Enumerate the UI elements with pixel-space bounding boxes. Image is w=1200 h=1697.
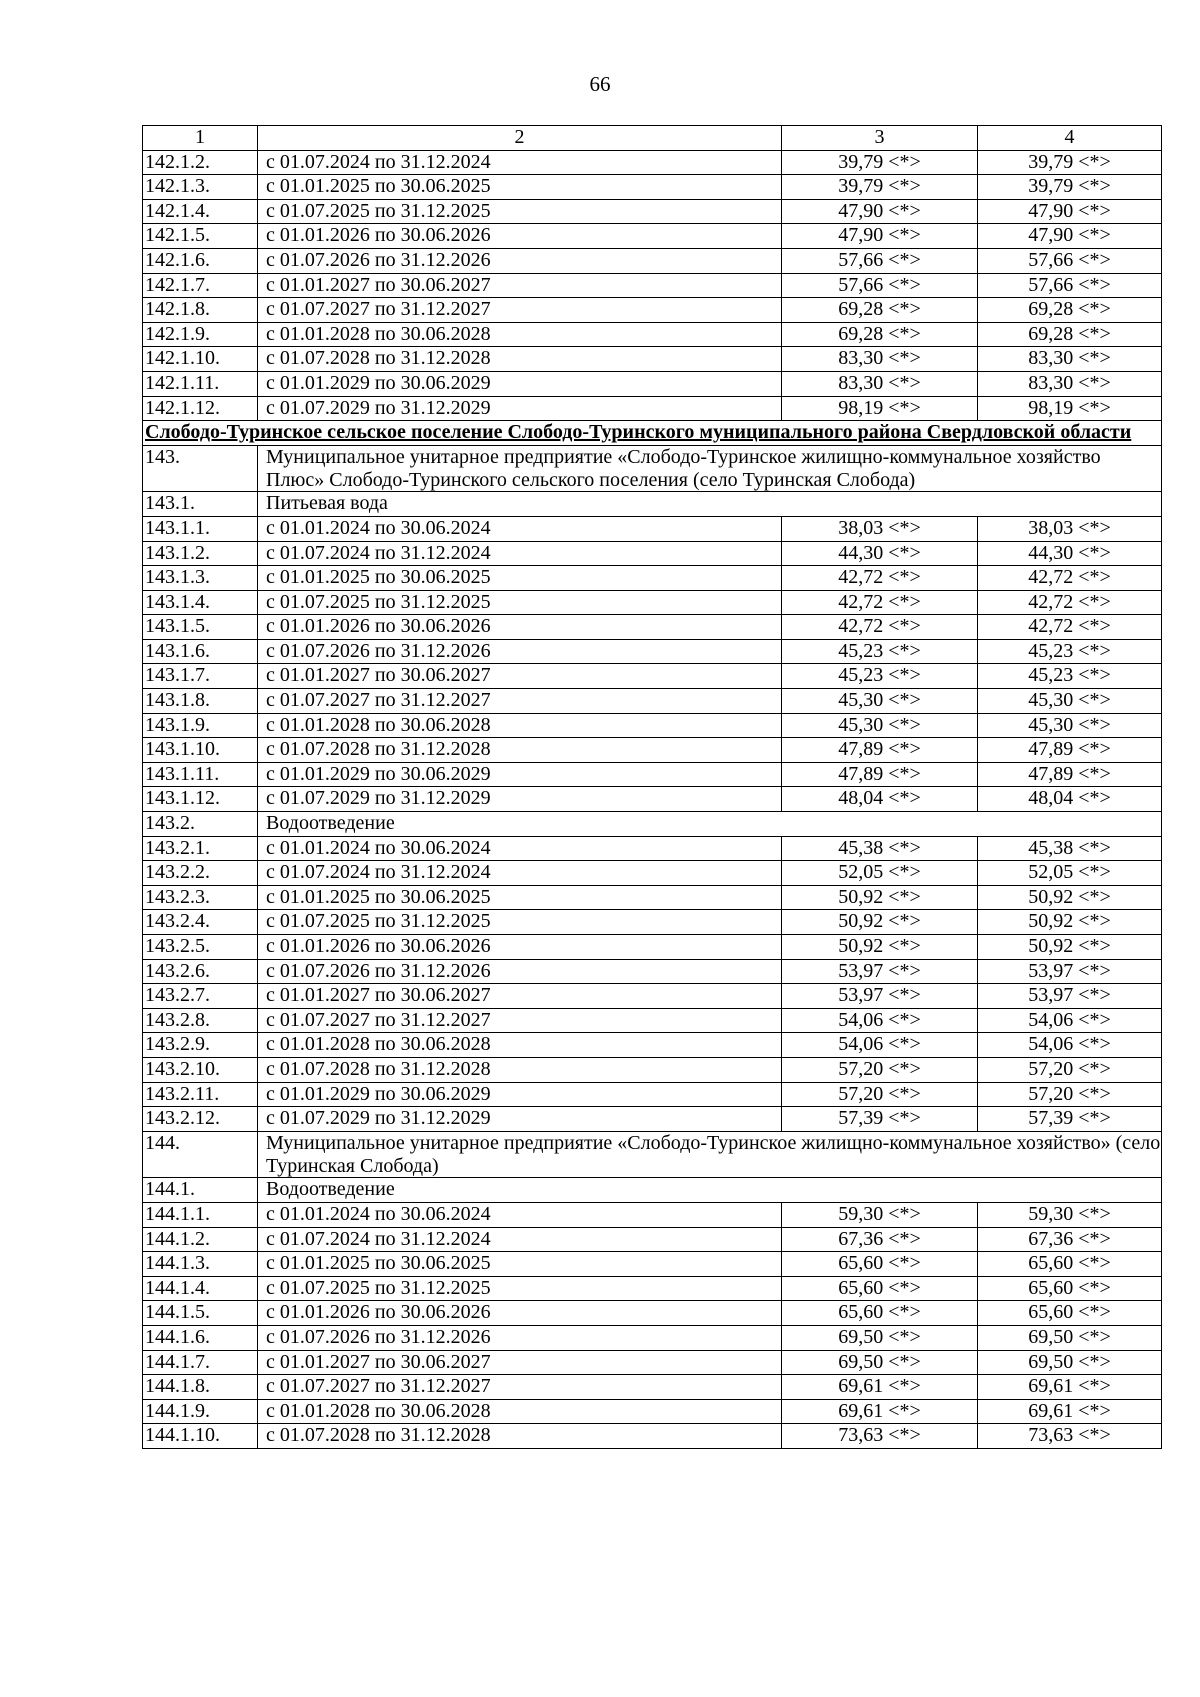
- row-value-col3: 50,92 <*>: [782, 935, 978, 960]
- row-period: с 01.07.2028 по 31.12.2028: [258, 1057, 782, 1082]
- row-number: 143.2.9.: [143, 1033, 258, 1058]
- row-value-col3: 69,61 <*>: [782, 1375, 978, 1400]
- row-value-col3: 50,92 <*>: [782, 885, 978, 910]
- row-number: 143.2.5.: [143, 935, 258, 960]
- row-value-col4: 83,30 <*>: [978, 347, 1162, 372]
- row-value-col4: 69,61 <*>: [978, 1375, 1162, 1400]
- row-number: 142.1.2.: [143, 150, 258, 175]
- row-value-col3: 44,30 <*>: [782, 541, 978, 566]
- row-period: с 01.01.2028 по 30.06.2028: [258, 1399, 782, 1424]
- row-number: 143.2.8.: [143, 1008, 258, 1033]
- row-period: с 01.01.2028 по 30.06.2028: [258, 1033, 782, 1058]
- row-value-col3: 47,90 <*>: [782, 224, 978, 249]
- row-number: 143.1.10.: [143, 738, 258, 763]
- row-value-col4: 42,72 <*>: [978, 566, 1162, 591]
- row-number: 144.1.4.: [143, 1276, 258, 1301]
- row-number: 143.2.2.: [143, 861, 258, 886]
- row-value-col3: 47,90 <*>: [782, 199, 978, 224]
- row-value-col4: 57,66 <*>: [978, 273, 1162, 298]
- row-value-col3: 57,66 <*>: [782, 273, 978, 298]
- table-row: [143, 298, 1162, 323]
- row-period: с 01.01.2028 по 30.06.2028: [258, 322, 782, 347]
- row-number: 144.1.9.: [143, 1399, 258, 1424]
- row-value-col3: 57,66 <*>: [782, 248, 978, 273]
- row-number: 143.1.2.: [143, 541, 258, 566]
- row-period: с 01.07.2026 по 31.12.2026: [258, 959, 782, 984]
- row-value-col4: 57,20 <*>: [978, 1057, 1162, 1082]
- row-number: 143.2.4.: [143, 910, 258, 935]
- row-value-col3: 45,23 <*>: [782, 639, 978, 664]
- table-row: [143, 224, 1162, 249]
- header-cell: 1: [143, 126, 258, 151]
- row-period: с 01.07.2025 по 31.12.2025: [258, 910, 782, 935]
- table-row: [143, 175, 1162, 200]
- row-value-col4: 69,28 <*>: [978, 298, 1162, 323]
- row-value-col3: 54,06 <*>: [782, 1008, 978, 1033]
- row-value-col4: 69,50 <*>: [978, 1325, 1162, 1350]
- row-number: 143.1.6.: [143, 639, 258, 664]
- row-number: 143.1.11.: [143, 762, 258, 787]
- row-value-col4: 65,60 <*>: [978, 1252, 1162, 1277]
- row-value-col4: 50,92 <*>: [978, 935, 1162, 960]
- row-value-col3: 54,06 <*>: [782, 1033, 978, 1058]
- row-value-col4: 47,89 <*>: [978, 762, 1162, 787]
- row-value-col3: 98,19 <*>: [782, 396, 978, 421]
- row-value-col3: 57,20 <*>: [782, 1082, 978, 1107]
- row-number: 144.1.10.: [143, 1424, 258, 1449]
- row-period: с 01.07.2027 по 31.12.2027: [258, 298, 782, 323]
- row-period: с 01.07.2029 по 31.12.2029: [258, 787, 782, 812]
- row-value-col3: 69,28 <*>: [782, 298, 978, 323]
- table-row: [143, 1399, 1162, 1424]
- org-number: 144.: [143, 1131, 258, 1178]
- row-value-col4: 57,39 <*>: [978, 1107, 1162, 1132]
- row-value-col3: 73,63 <*>: [782, 1424, 978, 1449]
- row-value-col4: 45,23 <*>: [978, 639, 1162, 664]
- org-name: Муниципальное унитарное предприятие «Слободо-Туринское жилищно-коммунальное хозяйство Плюс» Слободо-Туринского сельского поселения (село Туринская Слобода): [258, 445, 1162, 492]
- table-row: [143, 1033, 1162, 1058]
- table-row: [143, 762, 1162, 787]
- row-number: 144.1.1.: [143, 1202, 258, 1227]
- row-value-col3: 42,72 <*>: [782, 566, 978, 591]
- row-number: 142.1.8.: [143, 298, 258, 323]
- row-value-col4: 42,72 <*>: [978, 615, 1162, 640]
- row-period: с 01.01.2027 по 30.06.2027: [258, 273, 782, 298]
- row-value-col3: 83,30 <*>: [782, 347, 978, 372]
- page-number: 66: [589, 72, 611, 96]
- row-value-col4: 59,30 <*>: [978, 1202, 1162, 1227]
- table-row: [143, 959, 1162, 984]
- row-value-col3: 50,92 <*>: [782, 910, 978, 935]
- tariff-table: [142, 125, 1162, 1449]
- row-value-col3: 42,72 <*>: [782, 590, 978, 615]
- row-number: 143.2.3.: [143, 885, 258, 910]
- row-number: 142.1.12.: [143, 396, 258, 421]
- header-cell: 2: [258, 126, 782, 151]
- row-number: 144.1.5.: [143, 1301, 258, 1326]
- row-period: с 01.01.2027 по 30.06.2027: [258, 664, 782, 689]
- row-period: с 01.07.2024 по 31.12.2024: [258, 541, 782, 566]
- row-value-col4: 53,97 <*>: [978, 959, 1162, 984]
- row-value-col3: 47,89 <*>: [782, 738, 978, 763]
- table-row: [143, 935, 1162, 960]
- row-value-col4: 52,05 <*>: [978, 861, 1162, 886]
- group-name: Питьевая вода: [258, 492, 1162, 517]
- row-period: с 01.01.2027 по 30.06.2027: [258, 984, 782, 1009]
- row-value-col4: 57,20 <*>: [978, 1082, 1162, 1107]
- row-value-col3: 83,30 <*>: [782, 371, 978, 396]
- row-number: 143.2.6.: [143, 959, 258, 984]
- table-row: [143, 396, 1162, 421]
- table-row: [143, 516, 1162, 541]
- row-value-col4: 38,03 <*>: [978, 516, 1162, 541]
- org-number: 143.: [143, 445, 258, 492]
- row-period: с 01.07.2025 по 31.12.2025: [258, 199, 782, 224]
- row-period: с 01.07.2024 по 31.12.2024: [258, 1227, 782, 1252]
- table-row: [143, 861, 1162, 886]
- row-number: 144.1.6.: [143, 1325, 258, 1350]
- group-number: 143.2.: [143, 812, 258, 837]
- row-number: 143.1.9.: [143, 713, 258, 738]
- row-value-col4: 50,92 <*>: [978, 885, 1162, 910]
- row-period: с 01.07.2026 по 31.12.2026: [258, 248, 782, 273]
- row-period: с 01.07.2028 по 31.12.2028: [258, 1424, 782, 1449]
- row-period: с 01.07.2025 по 31.12.2025: [258, 1276, 782, 1301]
- row-number: 142.1.5.: [143, 224, 258, 249]
- table-row: [143, 615, 1162, 640]
- table-row: [143, 1082, 1162, 1107]
- row-value-col4: 39,79 <*>: [978, 150, 1162, 175]
- table-row: [143, 150, 1162, 175]
- header-cell: 4: [978, 126, 1162, 151]
- row-number: 142.1.11.: [143, 371, 258, 396]
- table-row: [143, 1375, 1162, 1400]
- row-period: с 01.01.2025 по 30.06.2025: [258, 175, 782, 200]
- row-period: с 01.01.2024 по 30.06.2024: [258, 836, 782, 861]
- row-value-col4: 42,72 <*>: [978, 590, 1162, 615]
- row-value-col4: 54,06 <*>: [978, 1033, 1162, 1058]
- row-value-col4: 54,06 <*>: [978, 1008, 1162, 1033]
- row-period: с 01.01.2029 по 30.06.2029: [258, 762, 782, 787]
- row-value-col4: 44,30 <*>: [978, 541, 1162, 566]
- table-row: [143, 1424, 1162, 1449]
- table-row: [143, 566, 1162, 591]
- row-number: 143.1.1.: [143, 516, 258, 541]
- row-number: 143.2.12.: [143, 1107, 258, 1132]
- row-period: с 01.01.2026 по 30.06.2026: [258, 615, 782, 640]
- table-row: [143, 984, 1162, 1009]
- row-number: 143.1.5.: [143, 615, 258, 640]
- table-row: [143, 738, 1162, 763]
- row-value-col4: 45,30 <*>: [978, 713, 1162, 738]
- row-period: с 01.01.2026 по 30.06.2026: [258, 935, 782, 960]
- row-period: с 01.07.2028 по 31.12.2028: [258, 738, 782, 763]
- row-number: 142.1.3.: [143, 175, 258, 200]
- row-value-col4: 39,79 <*>: [978, 175, 1162, 200]
- group-name: Водоотведение: [258, 812, 1162, 837]
- row-period: с 01.01.2028 по 30.06.2028: [258, 713, 782, 738]
- row-number: 142.1.9.: [143, 322, 258, 347]
- table-row: [143, 1202, 1162, 1227]
- row-value-col4: 53,97 <*>: [978, 984, 1162, 1009]
- org-name: Муниципальное унитарное предприятие «Слободо-Туринское жилищно-коммунальное хозяйство» (село Туринская Слобода): [258, 1131, 1162, 1178]
- table-row: [143, 1350, 1162, 1375]
- table-row: [143, 885, 1162, 910]
- row-value-col3: 47,89 <*>: [782, 762, 978, 787]
- row-period: с 01.07.2024 по 31.12.2024: [258, 861, 782, 886]
- table-row: [143, 689, 1162, 714]
- row-number: 142.1.7.: [143, 273, 258, 298]
- row-period: с 01.07.2027 по 31.12.2027: [258, 1375, 782, 1400]
- row-number: 144.1.7.: [143, 1350, 258, 1375]
- row-value-col3: 67,36 <*>: [782, 1227, 978, 1252]
- row-value-col4: 47,90 <*>: [978, 224, 1162, 249]
- row-period: с 01.01.2029 по 30.06.2029: [258, 371, 782, 396]
- row-value-col4: 45,38 <*>: [978, 836, 1162, 861]
- group-name: Водоотведение: [258, 1178, 1162, 1203]
- row-period: с 01.07.2026 по 31.12.2026: [258, 639, 782, 664]
- row-number: 144.1.8.: [143, 1375, 258, 1400]
- row-value-col4: 73,63 <*>: [978, 1424, 1162, 1449]
- row-value-col4: 65,60 <*>: [978, 1276, 1162, 1301]
- row-period: с 01.07.2024 по 31.12.2024: [258, 150, 782, 175]
- row-period: с 01.07.2025 по 31.12.2025: [258, 590, 782, 615]
- table-row: [143, 273, 1162, 298]
- row-period: с 01.07.2028 по 31.12.2028: [258, 347, 782, 372]
- row-value-col3: 53,97 <*>: [782, 984, 978, 1009]
- group-number: 143.1.: [143, 492, 258, 517]
- table-row: [143, 1227, 1162, 1252]
- row-value-col3: 52,05 <*>: [782, 861, 978, 886]
- table-row: [143, 1301, 1162, 1326]
- row-period: с 01.01.2024 по 30.06.2024: [258, 516, 782, 541]
- row-number: 143.1.12.: [143, 787, 258, 812]
- table-row: [143, 541, 1162, 566]
- table-row: [143, 664, 1162, 689]
- row-number: 143.2.1.: [143, 836, 258, 861]
- table-row: [143, 248, 1162, 273]
- table-row: [143, 910, 1162, 935]
- row-value-col3: 39,79 <*>: [782, 175, 978, 200]
- row-value-col4: 45,30 <*>: [978, 689, 1162, 714]
- row-period: с 01.07.2026 по 31.12.2026: [258, 1325, 782, 1350]
- row-period: с 01.07.2029 по 31.12.2029: [258, 1107, 782, 1132]
- row-value-col3: 38,03 <*>: [782, 516, 978, 541]
- row-number: 143.2.7.: [143, 984, 258, 1009]
- table-row: [143, 1107, 1162, 1132]
- row-period: с 01.01.2025 по 30.06.2025: [258, 885, 782, 910]
- row-value-col4: 50,92 <*>: [978, 910, 1162, 935]
- table-row: [143, 1008, 1162, 1033]
- row-period: с 01.01.2027 по 30.06.2027: [258, 1350, 782, 1375]
- section-heading-row: [143, 421, 1162, 446]
- row-value-col4: 69,50 <*>: [978, 1350, 1162, 1375]
- table-row: [143, 1325, 1162, 1350]
- row-value-col3: 65,60 <*>: [782, 1252, 978, 1277]
- row-period: с 01.01.2026 по 30.06.2026: [258, 1301, 782, 1326]
- row-value-col3: 57,20 <*>: [782, 1057, 978, 1082]
- row-value-col4: 98,19 <*>: [978, 396, 1162, 421]
- row-number: 143.1.4.: [143, 590, 258, 615]
- row-value-col4: 57,66 <*>: [978, 248, 1162, 273]
- row-value-col3: 45,30 <*>: [782, 713, 978, 738]
- table-row: [143, 322, 1162, 347]
- row-period: с 01.07.2029 по 31.12.2029: [258, 396, 782, 421]
- row-value-col4: 47,89 <*>: [978, 738, 1162, 763]
- organization-row: [143, 445, 1162, 492]
- row-value-col3: 65,60 <*>: [782, 1276, 978, 1301]
- service-group-row: [143, 812, 1162, 837]
- row-value-col3: 45,23 <*>: [782, 664, 978, 689]
- row-value-col3: 59,30 <*>: [782, 1202, 978, 1227]
- row-value-col3: 48,04 <*>: [782, 787, 978, 812]
- row-period: с 01.07.2027 по 31.12.2027: [258, 1008, 782, 1033]
- row-number: 142.1.10.: [143, 347, 258, 372]
- table-row: [143, 836, 1162, 861]
- table-row: [143, 590, 1162, 615]
- table-row: [143, 1057, 1162, 1082]
- table-row: [143, 787, 1162, 812]
- row-number: 143.1.3.: [143, 566, 258, 591]
- row-period: с 01.07.2027 по 31.12.2027: [258, 689, 782, 714]
- row-value-col4: 69,61 <*>: [978, 1399, 1162, 1424]
- row-number: 143.2.11.: [143, 1082, 258, 1107]
- row-period: с 01.01.2029 по 30.06.2029: [258, 1082, 782, 1107]
- row-value-col4: 47,90 <*>: [978, 199, 1162, 224]
- row-number: 144.1.2.: [143, 1227, 258, 1252]
- row-number: 143.1.8.: [143, 689, 258, 714]
- header-cell: 3: [782, 126, 978, 151]
- table-header-row: [143, 126, 1162, 151]
- table-row: [143, 1252, 1162, 1277]
- row-number: 143.2.10.: [143, 1057, 258, 1082]
- service-group-row: [143, 1178, 1162, 1203]
- row-value-col3: 57,39 <*>: [782, 1107, 978, 1132]
- row-value-col3: 45,30 <*>: [782, 689, 978, 714]
- table-row: [143, 639, 1162, 664]
- service-group-row: [143, 492, 1162, 517]
- table-row: [143, 199, 1162, 224]
- row-value-col4: 67,36 <*>: [978, 1227, 1162, 1252]
- row-value-col3: 42,72 <*>: [782, 615, 978, 640]
- section-heading: Слободо-Туринское сельское поселение Слободо-Туринского муниципального района Свердловской области: [143, 421, 1162, 446]
- row-number: 144.1.3.: [143, 1252, 258, 1277]
- group-number: 144.1.: [143, 1178, 258, 1203]
- organization-row: [143, 1131, 1162, 1178]
- row-value-col3: 45,38 <*>: [782, 836, 978, 861]
- row-value-col4: 83,30 <*>: [978, 371, 1162, 396]
- row-number: 142.1.6.: [143, 248, 258, 273]
- table-row: [143, 713, 1162, 738]
- table-row: [143, 1276, 1162, 1301]
- row-value-col3: 39,79 <*>: [782, 150, 978, 175]
- row-value-col3: 69,50 <*>: [782, 1350, 978, 1375]
- row-value-col4: 48,04 <*>: [978, 787, 1162, 812]
- row-period: с 01.01.2024 по 30.06.2024: [258, 1202, 782, 1227]
- row-value-col3: 69,28 <*>: [782, 322, 978, 347]
- row-period: с 01.01.2025 по 30.06.2025: [258, 1252, 782, 1277]
- row-value-col3: 69,61 <*>: [782, 1399, 978, 1424]
- row-period: с 01.01.2026 по 30.06.2026: [258, 224, 782, 249]
- row-period: с 01.01.2025 по 30.06.2025: [258, 566, 782, 591]
- table-row: [143, 347, 1162, 372]
- tariff-table-body: [143, 126, 1162, 1449]
- row-value-col3: 53,97 <*>: [782, 959, 978, 984]
- row-value-col4: 69,28 <*>: [978, 322, 1162, 347]
- row-number: 142.1.4.: [143, 199, 258, 224]
- row-value-col4: 65,60 <*>: [978, 1301, 1162, 1326]
- table-row: [143, 371, 1162, 396]
- row-value-col4: 45,23 <*>: [978, 664, 1162, 689]
- row-value-col3: 69,50 <*>: [782, 1325, 978, 1350]
- row-number: 143.1.7.: [143, 664, 258, 689]
- row-value-col3: 65,60 <*>: [782, 1301, 978, 1326]
